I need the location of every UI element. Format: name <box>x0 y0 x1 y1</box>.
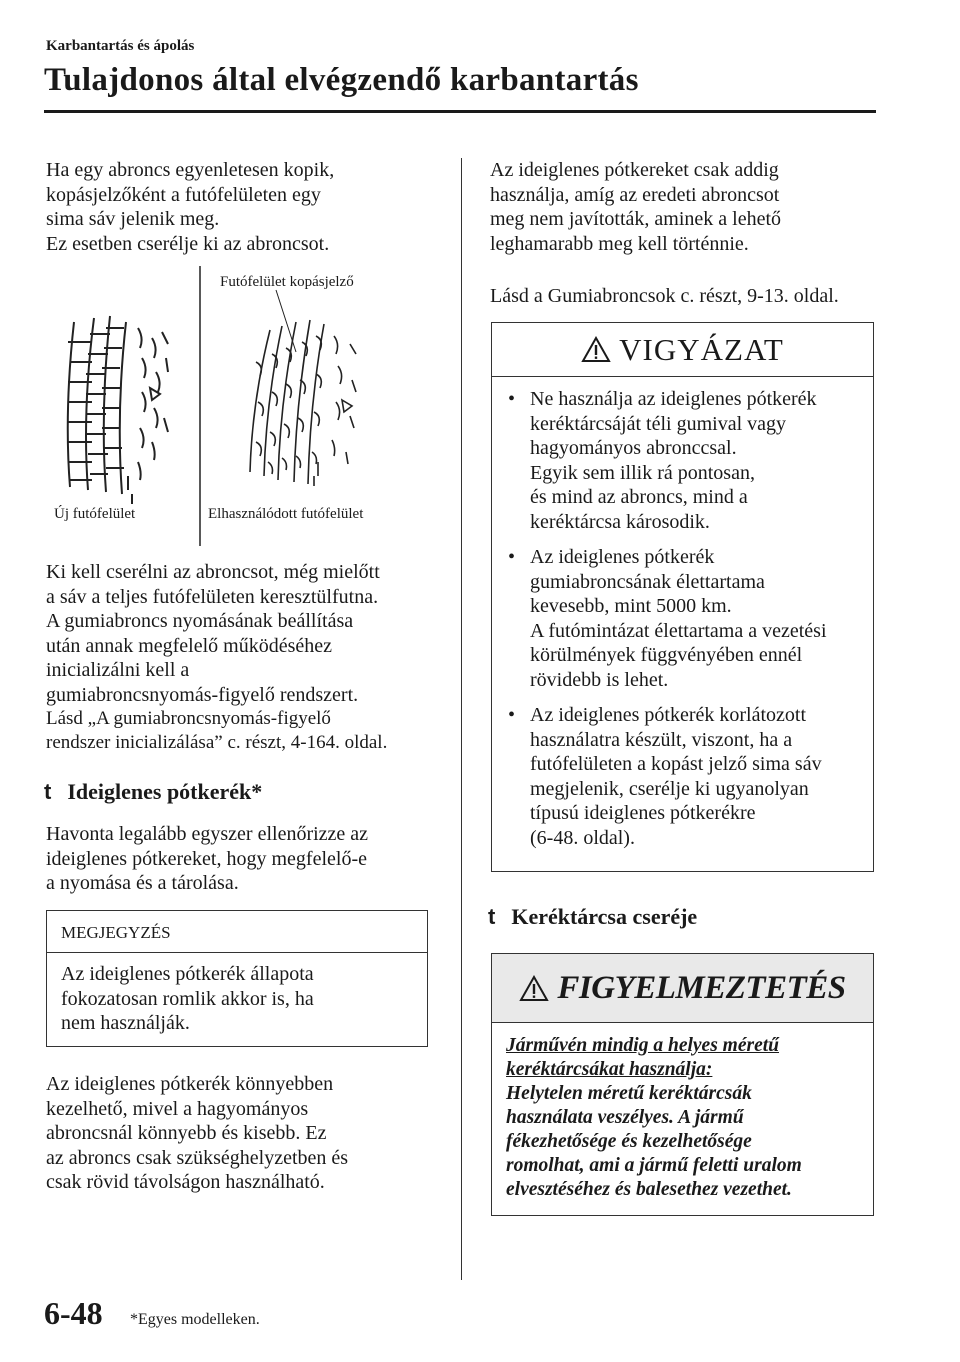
text-line: kezelhető, mivel a hagyományos <box>46 1097 309 1120</box>
text-line: használja, amíg az eredeti abroncsot <box>490 183 780 206</box>
text-line: inicializálni kell a <box>46 659 190 681</box>
text-line: hagyományos abronccsal. <box>530 437 737 459</box>
text-line: fékezhetősége és kezelhetősége <box>506 1131 752 1152</box>
text-line: a nyomása és a tárolása. <box>46 872 239 894</box>
intro-paragraph <box>46 158 334 256</box>
right-reference <box>490 284 839 309</box>
spare-tire-heading <box>44 779 262 805</box>
tread-wear-figure <box>46 262 436 552</box>
spare-paragraph <box>46 822 368 896</box>
heading-text: Keréktárcsa cseréje <box>511 904 698 929</box>
text-line: rendszer inicializálása” c. részt, 4-164. oldal. <box>46 732 388 753</box>
warning-body <box>492 1023 873 1213</box>
warning-header <box>492 954 873 1023</box>
text-line: keréktárcsákat használja: <box>506 1059 713 1080</box>
text-line: Lásd a Gumiabroncsok c. részt, 9-13. oldal. <box>490 285 839 307</box>
worn-tread-drawing <box>250 320 356 486</box>
note-box <box>46 910 428 1047</box>
text-line: elvesztéséhez és balesethez vezethet. <box>506 1179 792 1200</box>
text-line: meg nem javították, aminek a lehető <box>490 208 782 230</box>
column-divider <box>461 158 462 1280</box>
text-line: után annak megfelelő működéséhez <box>46 634 332 657</box>
heading-bullet: t <box>44 779 52 804</box>
text-line: gumiabroncsnyomás-figyelő rendszert. <box>46 683 359 706</box>
warning-triangle-icon <box>581 336 611 363</box>
text-line: a sáv a teljes futófelületen keresztülfutna. <box>46 585 379 608</box>
text-line: körülmények függvényében ennél <box>530 644 803 666</box>
text-line: Havonta legalább egyszer ellenőrizze az <box>46 823 369 845</box>
text-line: nem használják. <box>61 1012 190 1034</box>
page-title: Tulajdonos által elvégzendő karbantartás <box>44 62 639 98</box>
new-tread-drawing <box>68 316 168 504</box>
text-line: Ha egy abroncs egyenletesen kopik, <box>46 159 335 181</box>
right-intro-paragraph <box>490 158 781 256</box>
text-line: használatra készült, viszont, ha a <box>530 728 793 751</box>
text-line: A gumiabroncs nyomásának beállítása <box>46 610 354 632</box>
heading-text: Ideiglenes pótkerék* <box>67 779 263 804</box>
list-item <box>502 545 863 692</box>
text-line: keréktárcsáját téli gumival vagy <box>530 412 787 435</box>
text-line: Az ideiglenes pótkerék állapota <box>61 963 314 985</box>
text-line: ideiglenes pótkereket, hogy megfelelő-e <box>46 847 367 870</box>
list-item <box>502 703 863 850</box>
text-line: romolhat, ami a jármű feletti uralom <box>506 1155 802 1176</box>
new-tread-label: Új futófelület <box>54 506 136 522</box>
text-line: Ez esetben cserélje ki az abroncsot. <box>46 232 330 255</box>
text-line: leghamarabb meg kell történnie. <box>490 232 749 255</box>
text-line: Egyik sem illik rá pontosan, <box>530 461 755 484</box>
text-line: kevesebb, mint 5000 km. <box>530 595 732 617</box>
text-line: kopásjelzőként a futófelületen egy <box>46 183 321 206</box>
text-line: Járművén mindig a helyes méretű <box>506 1035 779 1056</box>
worn-tread-label: Elhasználódott futófelület <box>208 506 364 522</box>
text-line: abroncsnál könnyebb és kisebb. Ez <box>46 1122 327 1144</box>
page-number: 6-48 <box>44 1295 103 1331</box>
text-line: és mind az abroncs, mind a <box>530 486 748 508</box>
caution-list <box>492 377 873 850</box>
text-line: megjelenik, cserélje ki ugyanolyan <box>530 777 809 800</box>
replace-paragraph <box>46 560 380 707</box>
text-line: rövidebb is lehet. <box>530 668 669 691</box>
text-line: csak rövid távolságon használható. <box>46 1171 325 1193</box>
text-line: futófelületen a kopást jelző sima sáv <box>530 753 822 775</box>
text-line: Lásd „A gumiabroncsnyomás-figyelő <box>46 708 331 729</box>
text-line: az abroncs csak szükséghelyzetben és <box>46 1146 349 1169</box>
text-line: keréktárcsa károsodik. <box>530 510 710 533</box>
text-line: (6-48. oldal). <box>530 826 635 849</box>
text-line: • Az ideiglenes pótkerék <box>530 546 715 568</box>
text-line: sima sáv jelenik meg. <box>46 208 220 230</box>
text-line: használata veszélyes. A jármű <box>506 1107 744 1128</box>
list-item <box>502 387 863 534</box>
reference-paragraph <box>46 707 387 755</box>
section-label: Karbantartás és ápolás <box>46 38 195 54</box>
text-line: Ki kell cserélni az abroncsot, még mielőtt <box>46 561 380 583</box>
caution-header <box>492 323 873 377</box>
title-rule <box>44 110 876 113</box>
caution-title: VIGYÁZAT <box>619 331 784 367</box>
warning-title: FIGYELMEZTETÉS <box>557 969 846 1006</box>
text-line: típusú ideiglenes pótkerékre <box>530 802 756 824</box>
warning-box <box>491 953 874 1216</box>
rim-replacement-heading <box>488 904 697 930</box>
text-line: • Az ideiglenes pótkerék korlátozott <box>530 704 807 726</box>
note-body <box>47 953 427 1045</box>
text-line: A futómintázat élettartama a vezetési <box>530 619 827 642</box>
text-line: Az ideiglenes pótkereket csak addig <box>490 159 779 181</box>
text-line: fokozatosan romlik akkor is, ha <box>61 987 314 1010</box>
wear-indicator-label: Futófelület kopásjelző <box>220 274 354 290</box>
text-line: Az ideiglenes pótkerék könnyebben <box>46 1073 334 1095</box>
caution-box <box>491 322 874 872</box>
spare-paragraph-2 <box>46 1072 348 1195</box>
footnote: *Egyes modelleken. <box>130 1311 260 1328</box>
heading-bullet: t <box>488 904 496 929</box>
text-line: gumiabroncsának élettartama <box>530 570 765 593</box>
note-title: MEGJEGYZÉS <box>47 911 427 953</box>
text-line: • Ne használja az ideiglenes pótkerék <box>530 388 817 410</box>
text-line: Helytelen méretű keréktárcsák <box>506 1083 752 1104</box>
warning-triangle-icon <box>519 975 549 1002</box>
